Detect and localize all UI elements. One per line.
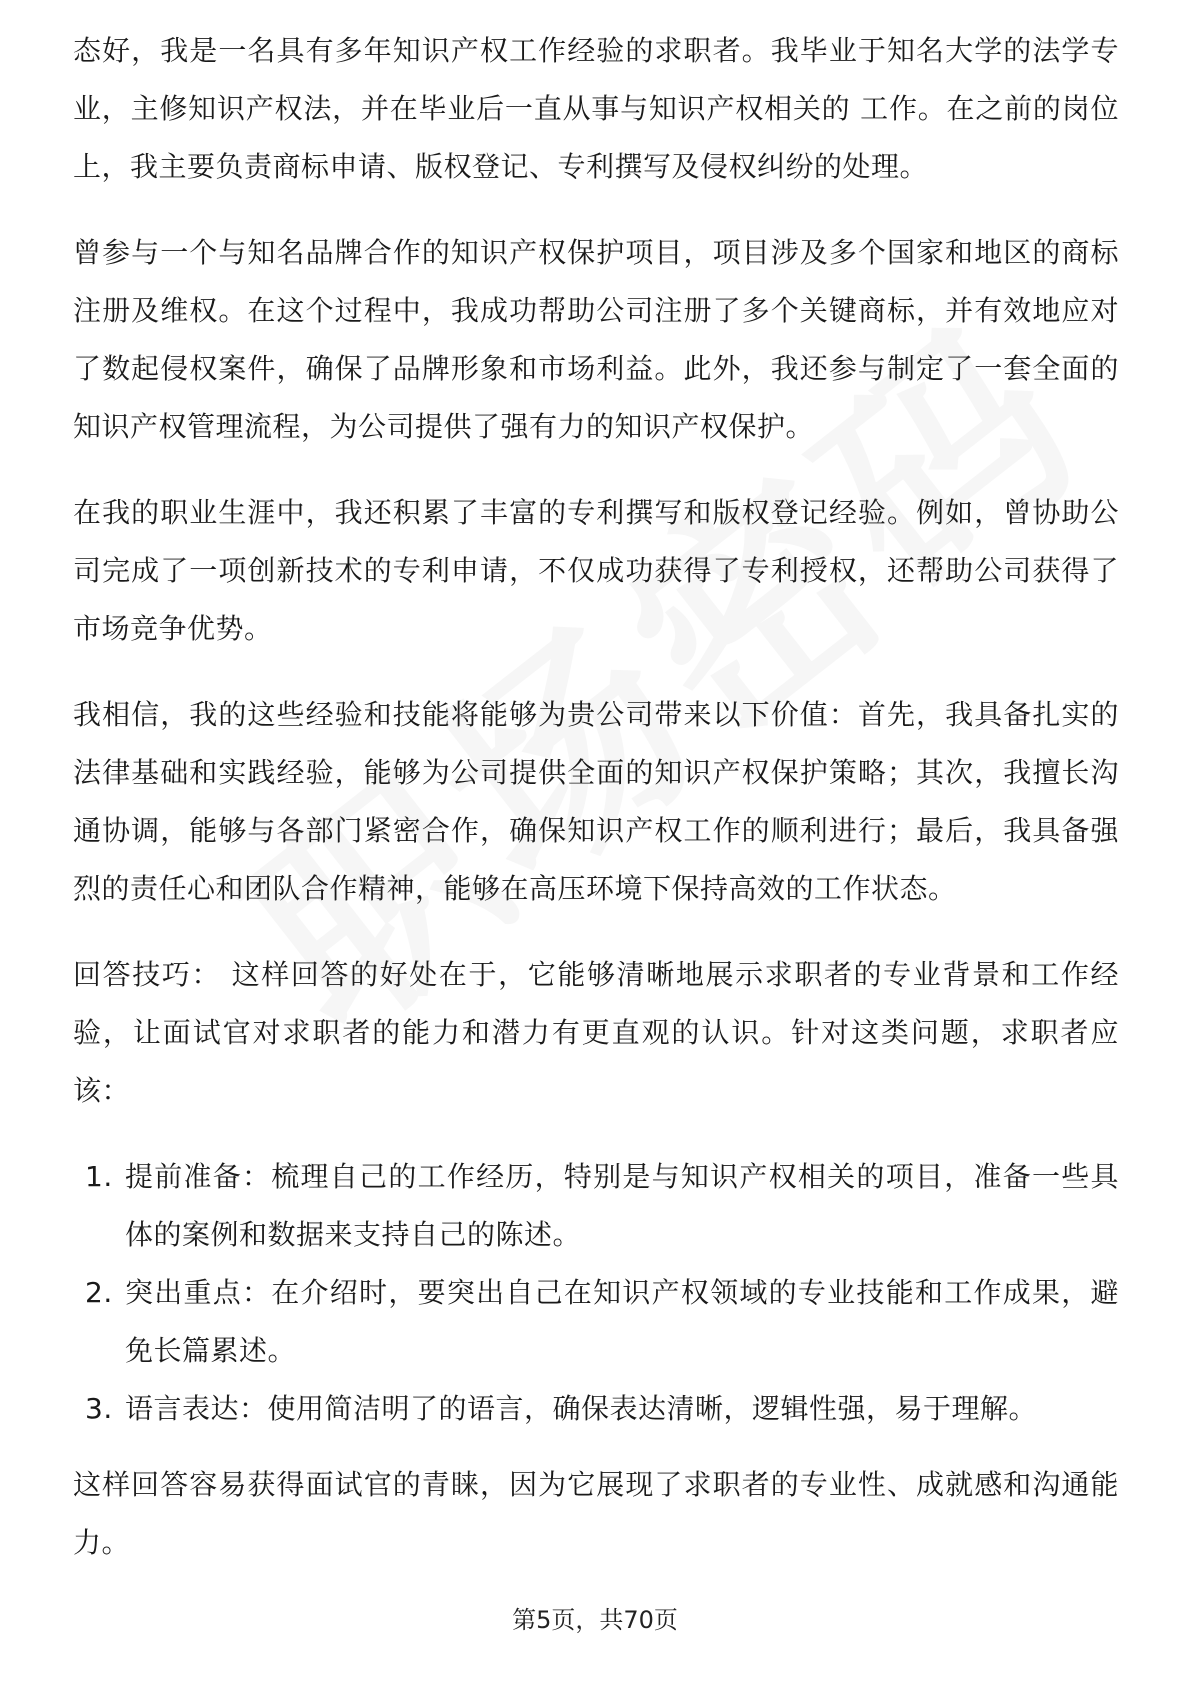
list-item-text: 突出重点：在介绍时，要突出自己在知识产权领域的专业技能和工作成果，避免长篇累述。 [125, 1276, 1119, 1367]
paragraph-closing: 这样回答容易获得面试官的青睐，因为它展现了求职者的专业性、成就感和沟通能力。 [73, 1468, 1119, 1559]
page-number: 第5页，共70页 [512, 1606, 678, 1634]
list-item [73, 1148, 1119, 1264]
paragraph-tips-intro: 回答技巧： 这样回答的好处在于，它能够清晰地展示求职者的专业背景和工作经验，让面试官对求职者的能力和潜力有更直观的认识。针对这类问题，求职者应该： [73, 958, 1119, 1107]
list-item-text: 语言表达：使用简洁明了的语言，确保表达清晰，逻辑性强，易于理解。 [125, 1392, 1038, 1425]
paragraph-value: 我相信，我的这些经验和技能将能够为贵公司带来以下价值：首先，我具备扎实的法律基础和实践经验，能够为公司提供全面的知识产权保护策略；其次，我擅长沟通协调，能够与各部门紧密合作，确保知识产权工作的顺利进行；最后，我具备强烈的责任心和团队合作精神，能够在高压环境下保持高效的工作状态。 [73, 698, 1119, 905]
document-body [73, 22, 1119, 1600]
list-item [73, 1264, 1119, 1380]
list-item-number: 1. [85, 1160, 113, 1193]
tips-list [73, 1148, 1119, 1438]
paragraph-experience: 在我的职业生涯中，我还积累了丰富的专利撰写和版权登记经验。例如，曾协助公司完成了一项创新技术的专利申请，不仅成功获得了专利授权，还帮助公司获得了市场竞争优势。 [73, 496, 1119, 645]
paragraph-project: 曾参与一个与知名品牌合作的知识产权保护项目，项目涉及多个国家和地区的商标注册及维权。在这个过程中，我成功帮助公司注册了多个关键商标，并有效地应对了数起侵权案件，确保了品牌形象和市场利益。此外，我还参与制定了一套全面的知识产权管理流程，为公司提供了强有力的知识产权保护。 [73, 236, 1119, 443]
list-item-number: 2. [85, 1276, 113, 1309]
list-item-number: 3. [85, 1392, 113, 1425]
list-item [73, 1380, 1119, 1438]
list-item-text: 提前准备：梳理自己的工作经历，特别是与知识产权相关的项目，准备一些具体的案例和数据来支持自己的陈述。 [125, 1160, 1119, 1251]
paragraph-intro: 态好，我是一名具有多年知识产权工作经验的求职者。我毕业于知名大学的法学专业，主修知识产权法，并在毕业后一直从事与知识产权相关的 工作。在之前的岗位上，我主要负责商标申请、版权登记、专利撰写及侵权纠纷的处理。 [73, 34, 1119, 183]
